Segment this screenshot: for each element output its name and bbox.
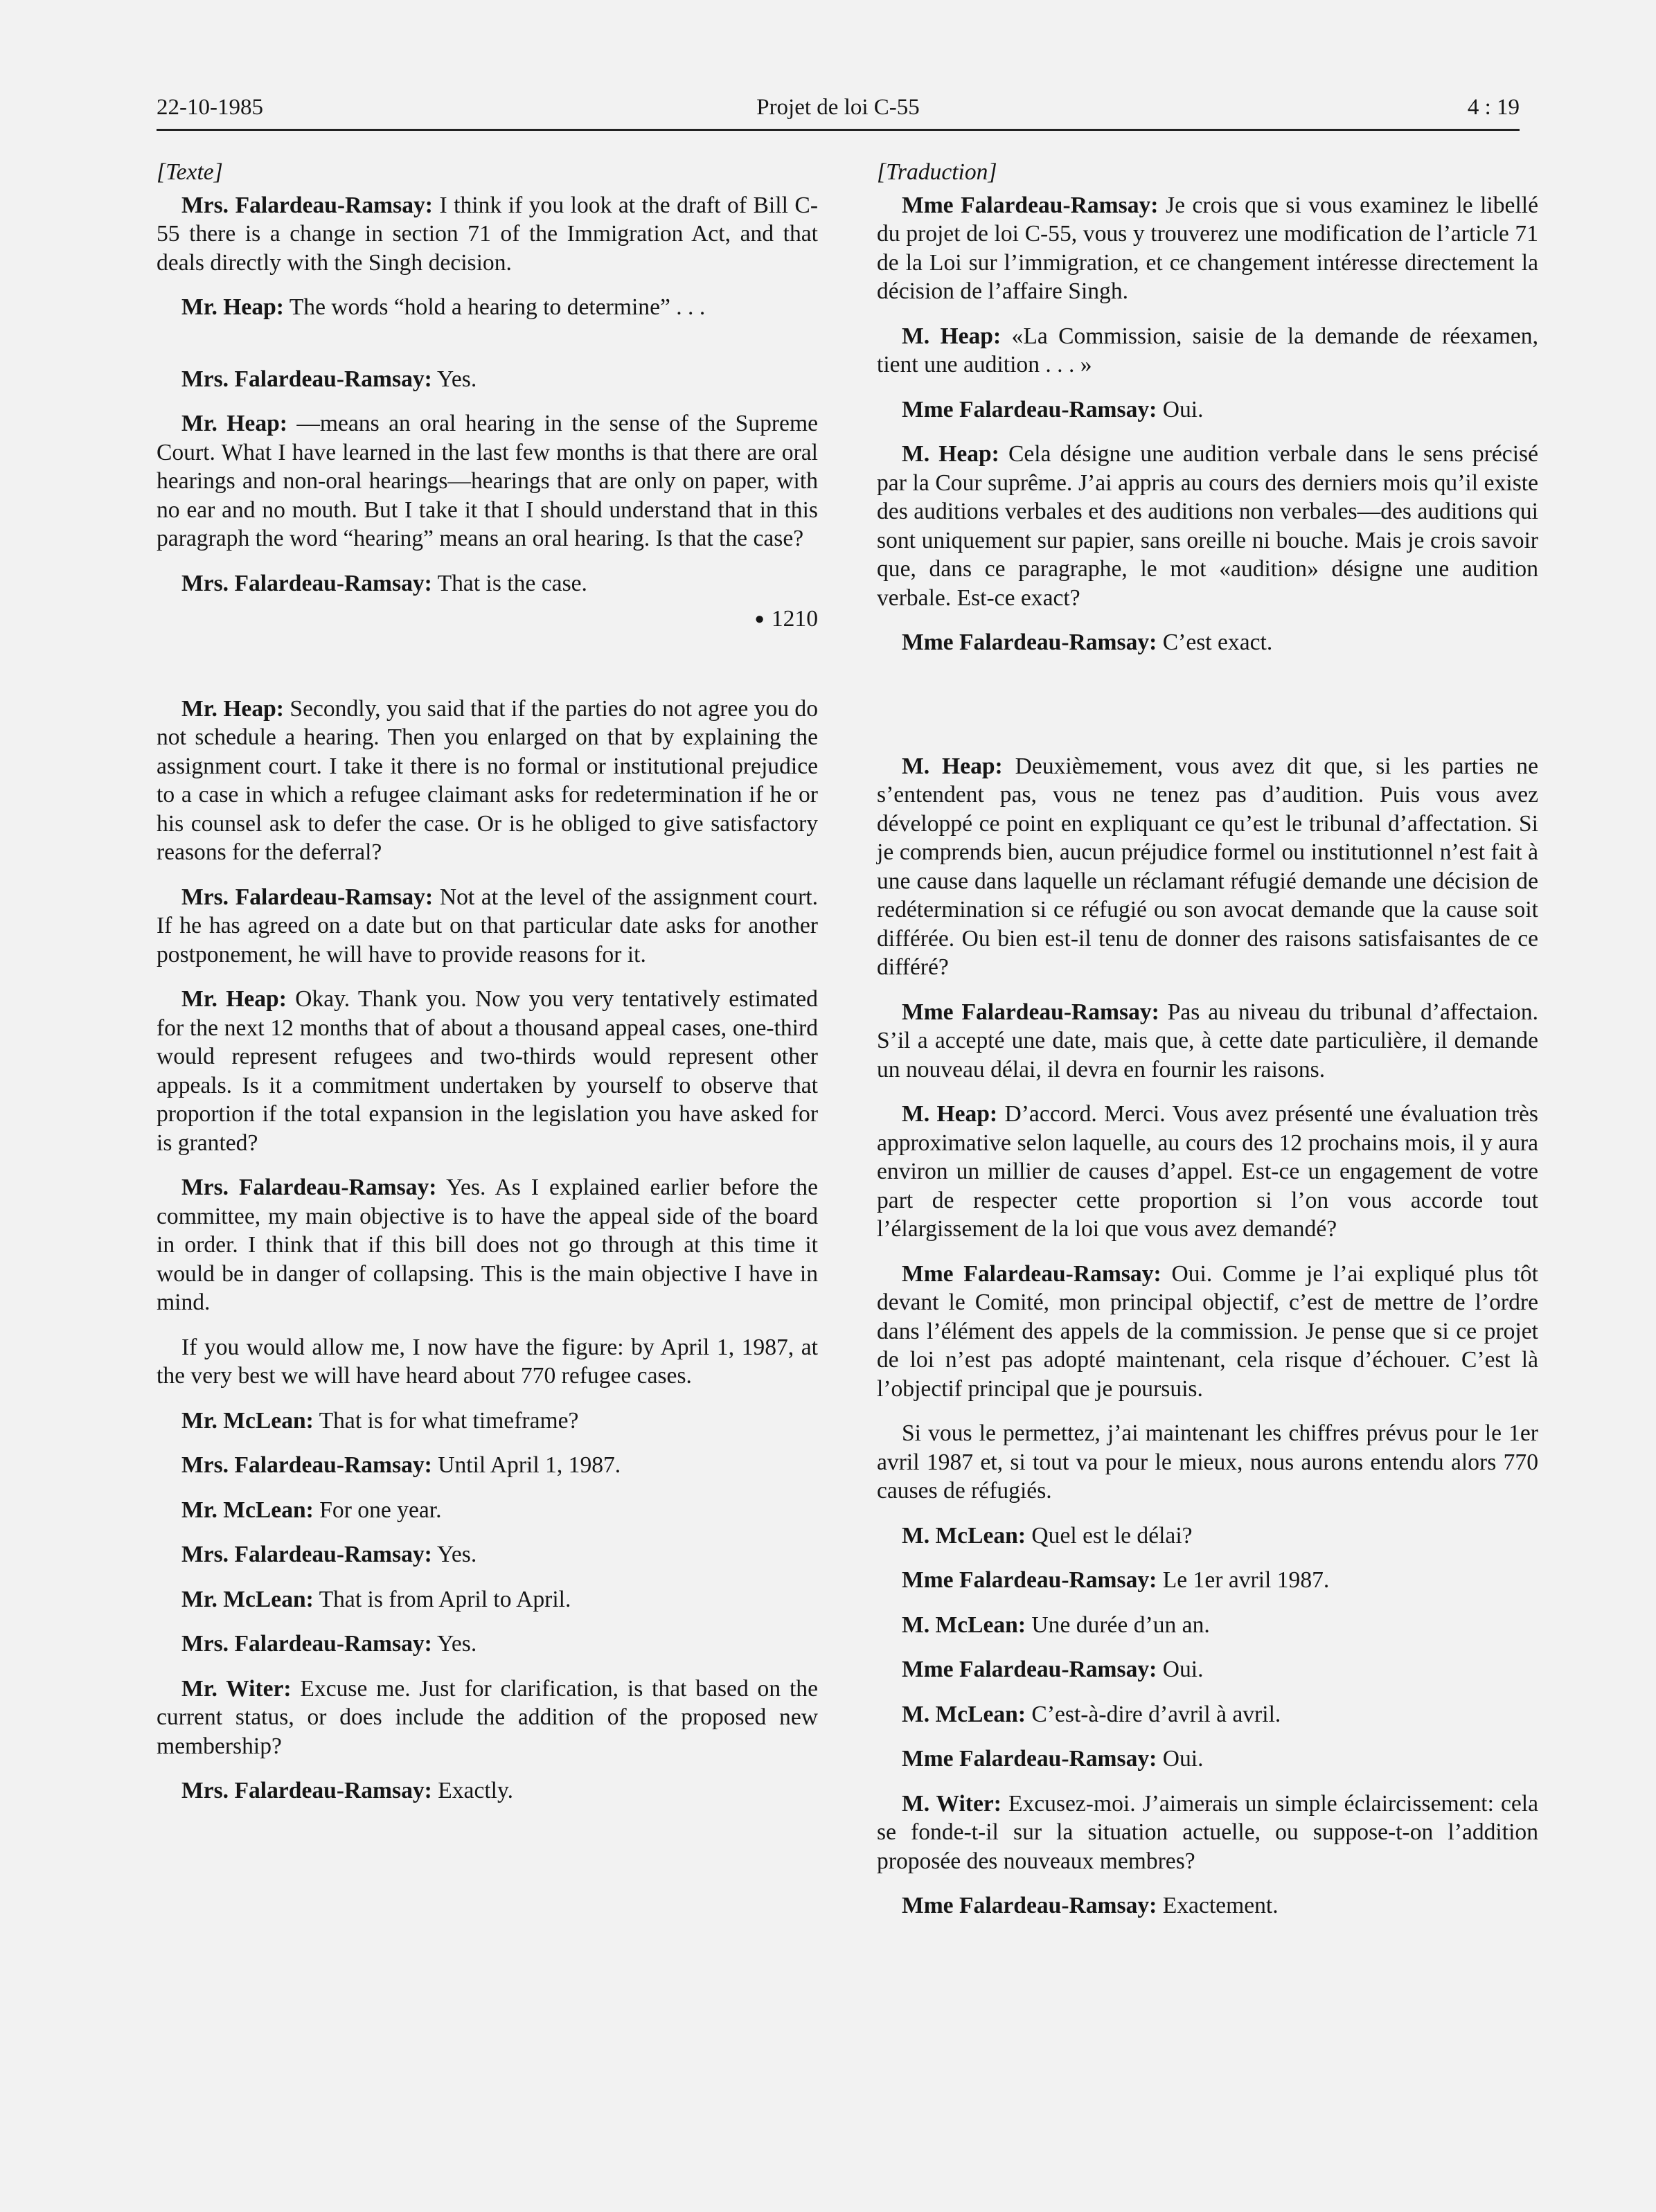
- speaker: Mme Falardeau-Ramsay:: [902, 1567, 1157, 1593]
- paragraph: [157, 695, 818, 867]
- speech: I think if you look at the draft of Bill C-55 there is a change in section 71 of the Immigration Act, and that deals directly with the Singh decision.: [157, 192, 818, 276]
- speaker: Mrs. Falardeau-Ramsay:: [181, 1778, 432, 1803]
- speaker: Mrs. Falardeau-Ramsay:: [181, 366, 432, 392]
- speech: Until April 1, 1987.: [431, 1452, 621, 1478]
- section-label-texte: [Texte]: [157, 159, 223, 185]
- speaker: Mrs. Falardeau-Ramsay:: [181, 192, 433, 218]
- speech: Yes. As I explained earlier before the committee, my main objective is to have the appeal side of the board in order. I think that if this bill does not go through at this time it would be in danger of collapsing. This is the main objective I have in mind.: [157, 1175, 818, 1315]
- paragraph: [877, 1611, 1538, 1640]
- speaker: Mr. Heap:: [181, 986, 287, 1012]
- time-marker-value: 1210: [771, 606, 818, 632]
- speaker: Mrs. Falardeau-Ramsay:: [181, 1542, 432, 1567]
- speaker: Mrs. Falardeau-Ramsay:: [181, 1175, 437, 1200]
- paragraph: [877, 322, 1538, 380]
- speech: That is the case.: [431, 570, 587, 596]
- bullet-icon: ●: [754, 610, 765, 628]
- speech: Yes.: [431, 1542, 477, 1567]
- paragraph: [877, 1566, 1538, 1595]
- speaker: Mme Falardeau-Ramsay:: [902, 192, 1159, 218]
- paragraph: [157, 985, 818, 1157]
- paragraph: [157, 1333, 818, 1391]
- paragraph: [877, 628, 1538, 657]
- paragraph: [877, 1891, 1538, 1920]
- speaker: M. Heap:: [902, 753, 1003, 779]
- paragraph: [877, 1419, 1538, 1506]
- paragraph: [877, 1655, 1538, 1684]
- speech: Okay. Thank you. Now you very tentatively estimated for the next 12 months that of about a thousand appeal cases, one-third would represent refugees and two-thirds would represent other appeals. Is it a commitment undertaken by yourself to observe that proportion if the total expansion in the legislation you have asked for is granted?: [157, 986, 818, 1156]
- paragraph: [157, 1776, 818, 1805]
- paragraph: [157, 1173, 818, 1317]
- speech: Exactly.: [431, 1778, 514, 1803]
- page-header: [157, 89, 1520, 131]
- speaker: Mme Falardeau-Ramsay:: [902, 396, 1157, 422]
- english-column: [157, 158, 818, 1821]
- paragraph: [157, 1496, 818, 1525]
- paragraph: [877, 998, 1538, 1085]
- paragraph: [877, 1522, 1538, 1551]
- speaker: M. Heap:: [902, 441, 999, 467]
- section-label-traduction: [Traduction]: [877, 159, 997, 185]
- paragraph: [877, 1700, 1538, 1729]
- speaker: Mme Falardeau-Ramsay:: [902, 1657, 1157, 1682]
- speech: That is from April to April.: [313, 1586, 571, 1612]
- speech: Cela désigne une audition verbale dans le sens précisé par la Cour suprême. J’ai appris au cours des derniers mois qu’il existe des auditions verbales et des auditions non verbales—des auditions qui sont uniquement sur papier, sans oreille ni bouche. Mais je crois savoir que, dans ce paragraphe, le mot «audition» désigne une audition verbale. Est-ce exact?: [877, 441, 1538, 611]
- speaker: Mme Falardeau-Ramsay:: [902, 1260, 1161, 1287]
- speech: Exactement.: [1157, 1893, 1279, 1918]
- speaker: Mr. McLean:: [181, 1586, 314, 1612]
- paragraph: [157, 1585, 818, 1614]
- paragraph: [877, 395, 1538, 425]
- speech: Yes.: [431, 1631, 477, 1657]
- speaker: Mrs. Falardeau-Ramsay:: [181, 570, 432, 596]
- speech: If you would allow me, I now have the figure: by April 1, 1987, at the very best we will have heard about 770 refugee cases.: [157, 1334, 818, 1389]
- speaker: M. McLean:: [902, 1612, 1026, 1638]
- speech: Oui. Comme je l’ai expliqué plus tôt devant le Comité, mon principal objectif, c’est de mettre de l’ordre dans l’élément des appels de la commission. Je pense que si ce projet de loi n’est pas adopté maintenant, cela risque d’échouer. C’est là l’objectif principal que je poursuis.: [877, 1260, 1539, 1402]
- paragraph: [877, 440, 1538, 612]
- speaker: M. Heap:: [902, 1101, 998, 1127]
- paragraph: [157, 191, 818, 278]
- paragraph: [157, 1630, 818, 1659]
- speech: Yes.: [431, 366, 477, 392]
- paragraph: [157, 883, 818, 970]
- speech: D’accord. Merci. Vous avez présenté une évaluation très approximative selon laquelle, au cours des 12 prochains mois, il y aura environ un millier de causes d’appel. Est-ce un engagement de votre part de respecter cette proportion si l’on vous accorde tout l’élargissement de la loi que vous avez demandé?: [877, 1101, 1538, 1242]
- speaker: Mr. Heap:: [181, 411, 287, 436]
- speaker: M. McLean:: [902, 1701, 1026, 1727]
- speech: Oui.: [1157, 1746, 1204, 1772]
- speech: The words “hold a hearing to determine” . . .: [283, 294, 706, 320]
- speaker: Mrs. Falardeau-Ramsay:: [181, 1452, 432, 1478]
- speech: «La Commission, saisie de la demande de réexamen, tient une audition . . . »: [877, 323, 1538, 377]
- speech: Secondly, you said that if the parties do not agree you do not schedule a hearing. Then you enlarged on that by explaining the assignment court. I take it there is no formal or institutional prejudice to a case in which a refugee claimant asks for redetermination if he or his counsel ask to defer the case. Or is he obliged to give satisfactory reasons for the deferral?: [157, 695, 818, 865]
- paragraph: [157, 1407, 818, 1436]
- paragraph: [877, 1790, 1538, 1876]
- speech: C’est-à-dire d’avril à avril.: [1026, 1701, 1281, 1727]
- paragraph: [877, 1100, 1538, 1244]
- header-title: Projet de loi C-55: [756, 95, 920, 120]
- speech: —means an oral hearing in the sense of the Supreme Court. What I have learned in the last few months is that there are oral hearings and non-oral hearings—hearings that are only on paper, with no ear and no mouth. But I take it that I should understand that in this paragraph the word “hearing” means an oral hearing. Is that the case?: [157, 411, 818, 551]
- paragraph: [877, 1745, 1538, 1774]
- paragraph: [157, 293, 818, 322]
- paragraph: [877, 752, 1538, 982]
- header-date: 22-10-1985: [157, 95, 263, 120]
- speech: Oui.: [1157, 396, 1204, 422]
- paragraph: [157, 409, 818, 553]
- speaker: M. Witer:: [902, 1790, 1001, 1817]
- paragraph: [157, 1675, 818, 1761]
- speaker: Mme Falardeau-Ramsay:: [902, 630, 1157, 655]
- paragraph: [157, 1540, 818, 1569]
- speaker: Mme Falardeau-Ramsay:: [902, 1893, 1157, 1918]
- speaker: Mr. Heap:: [181, 294, 284, 320]
- paragraph: [157, 569, 818, 598]
- speech: Je crois que si vous examinez le libellé du projet de loi C-55, vous y trouverez une modification de l’article 71 de la Loi sur l’immigration, et ce changement intéresse directement la décision de l’affaire Singh.: [877, 192, 1539, 304]
- speech: Si vous le permettez, j’ai maintenant les chiffres prévus pour le 1er avril 1987 et, si tout va pour le mieux, nous aurons entendu alors 770 causes de réfugiés.: [877, 1420, 1538, 1504]
- speech: For one year.: [313, 1497, 442, 1523]
- header-page-number: 4 : 19: [1467, 95, 1520, 120]
- speech: Oui.: [1157, 1657, 1204, 1682]
- speech: Excuse me. Just for clarification, is that based on the current status, or does include the addition of the proposed new membership?: [157, 1675, 818, 1759]
- paragraph: [157, 1451, 818, 1480]
- speech: Pas au niveau du tribunal d’affectaion. S’il a accepté une date, mais que, à cette date particulière, il demande un nouveau délai, il devra en fournir les raisons.: [877, 999, 1539, 1082]
- time-marker: [157, 605, 818, 636]
- speaker: Mme Falardeau-Ramsay:: [902, 999, 1159, 1025]
- speaker: Mrs. Falardeau-Ramsay:: [181, 884, 434, 910]
- speech: C’est exact.: [1157, 630, 1273, 655]
- french-column: [877, 158, 1538, 1936]
- speaker: Mr. Heap:: [181, 695, 284, 722]
- speaker: Mme Falardeau-Ramsay:: [902, 1746, 1157, 1772]
- paragraph: [877, 191, 1538, 306]
- speaker: M. Heap:: [902, 323, 1001, 349]
- speech: Une durée d’un an.: [1026, 1612, 1210, 1638]
- paragraph: [877, 1260, 1538, 1404]
- speaker: Mrs. Falardeau-Ramsay:: [181, 1631, 432, 1657]
- paragraph: [157, 365, 818, 394]
- speech: Quel est le délai?: [1026, 1522, 1193, 1549]
- speech: Le 1er avril 1987.: [1157, 1567, 1330, 1593]
- speaker: Mr. McLean:: [181, 1497, 314, 1523]
- speech: Excusez-moi. J’aimerais un simple éclaircissement: cela se fonde-t-il sur la situation actuelle, ou suppose-t-on l’addition proposée des nouveaux membres?: [877, 1790, 1538, 1874]
- speech: Not at the level of the assignment court. If he has agreed on a date but on that particular date asks for another postponement, he will have to provide reasons for it.: [157, 884, 818, 967]
- speech: Deuxièmement, vous avez dit que, si les parties ne s’entendent pas, vous ne tenez pas d’audition. Puis vous avez développé ce point en expliquant ce qu’est le tribunal d’affectation. Si je comprends bien, aucun préjudice formel ou institutionnel n’est fait à une cause dans laquelle un réclamant réfugié demande une décision de redétermination si ce réfugié ou son avocat demande que la cause soit différée. Ou bien est-il tenu de donner des raisons satisfaisantes de ce différé?: [877, 753, 1538, 980]
- speaker: M. McLean:: [902, 1522, 1026, 1549]
- speech: That is for what timeframe?: [313, 1407, 579, 1434]
- speaker: Mr. McLean:: [181, 1407, 314, 1434]
- speaker: Mr. Witer:: [181, 1675, 292, 1702]
